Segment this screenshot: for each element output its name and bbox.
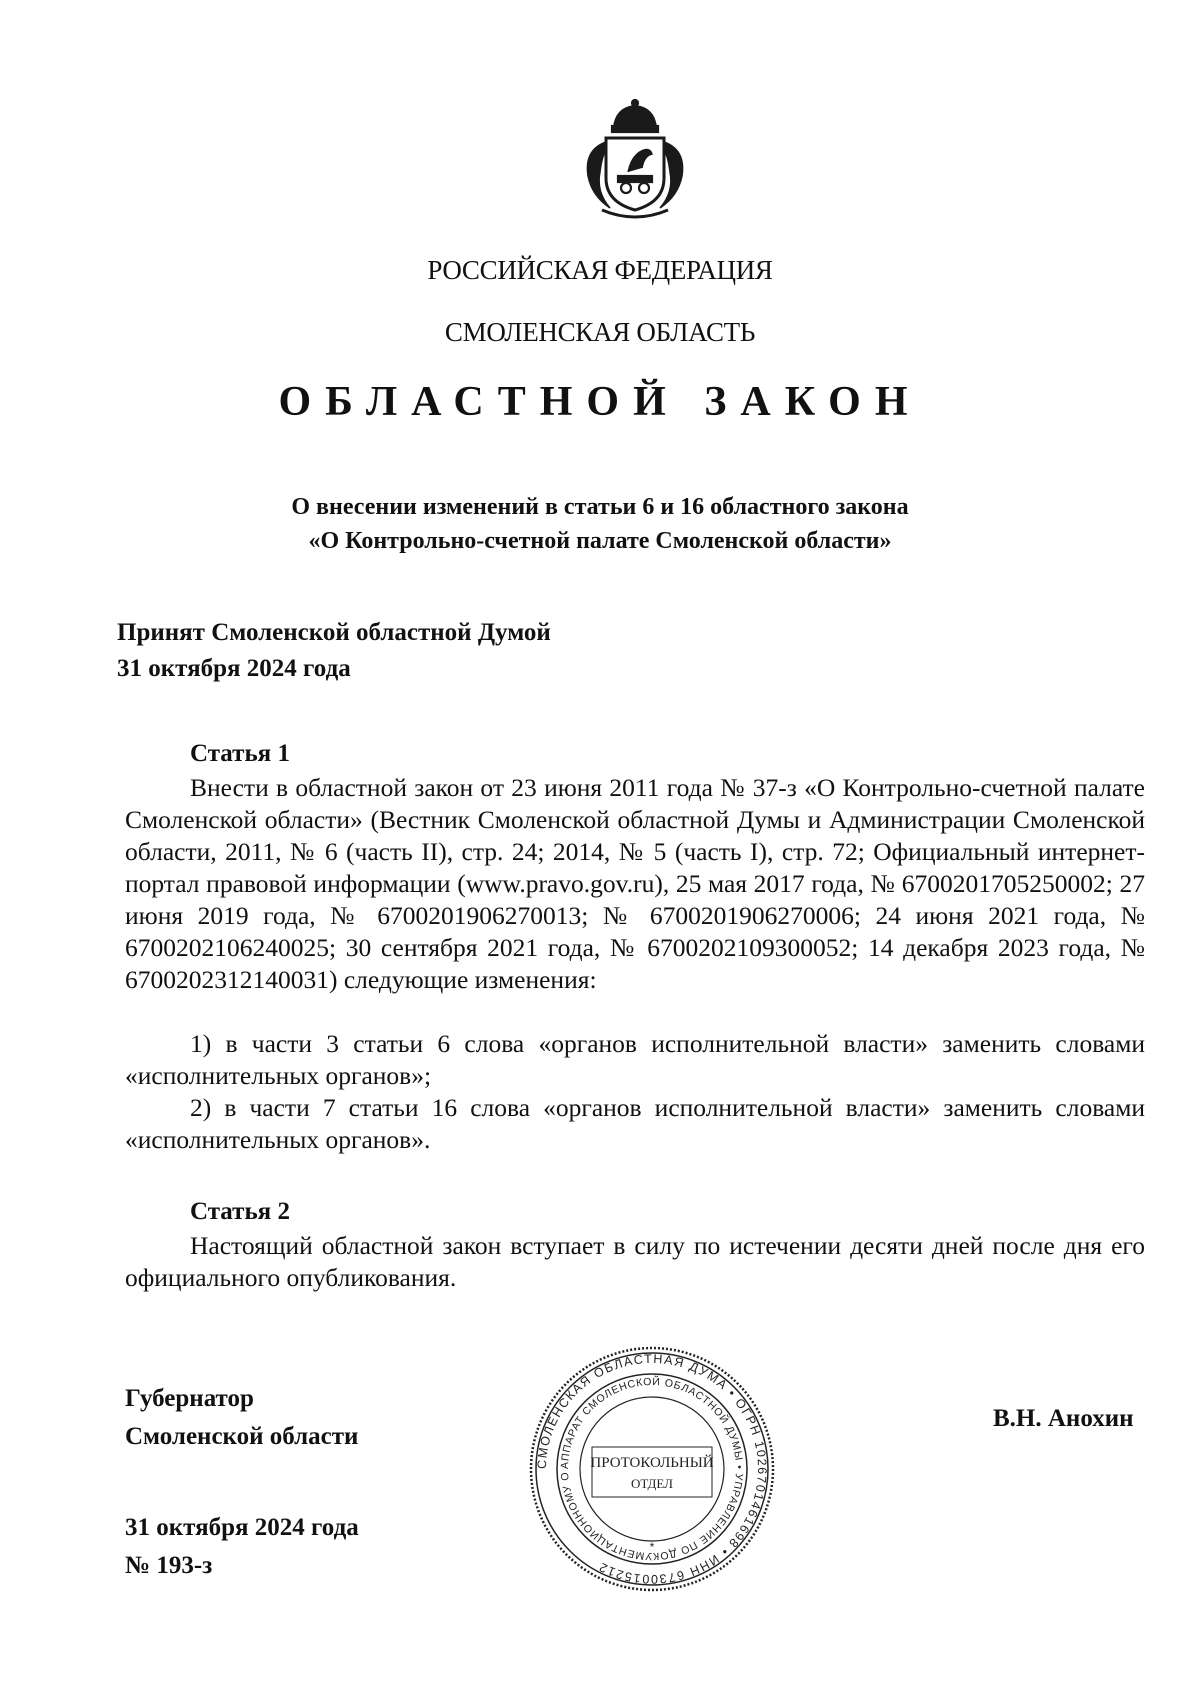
signatory-name: В.Н. Анохин: [993, 1405, 1134, 1432]
law-number: № 193-з: [125, 1552, 213, 1579]
law-subject-line1: О внесении изменений в статьи 6 и 16 областного закона: [291, 494, 909, 520]
signatory-position: [125, 1380, 358, 1456]
article1-item1: 1) в части 3 статьи 6 слова «органов исполнительной власти» заменить словами «исполнительных органов»;: [125, 1029, 1145, 1090]
law-date: 31 октября 2024 года: [125, 1514, 359, 1541]
article2-text: Настоящий областной закон вступает в силу по истечении десяти дней после дня его официального опубликования.: [125, 1231, 1145, 1292]
official-seal-stamp: [528, 1345, 776, 1593]
region-heading: СМОЛЕНСКАЯ ОБЛАСТЬ: [444, 317, 756, 347]
article1-item2: 2) в части 7 статьи 16 слова «органов исполнительной власти» заменить словами «исполнительных органов».: [125, 1093, 1145, 1154]
adoption-block: [117, 615, 551, 687]
signatory-position-line2: Смоленской области: [125, 1423, 359, 1450]
seal-inner-text: АППАРАТ СМОЛЕНСКОЙ ОБЛАСТНОЙ ДУМЫ • УПРАВЛЕНИЕ ПО ДОКУМЕНТАЦИОННОМУ О: [558, 1375, 746, 1563]
seal-star-icon: *: [649, 1540, 655, 1554]
article1-heading: Статья 1: [190, 740, 290, 767]
adoption-date: 31 октября 2024 года: [117, 655, 351, 682]
seal-center-line1: ПРОТОКОЛЬНЫЙ: [590, 1455, 714, 1471]
article2-heading: Статья 2: [190, 1198, 290, 1225]
article1-intro: Внести в областной закон от 23 июня 2011 года № 37-з «О Контрольно-счетной палате Смоленской области» (Вестник Смоленской областной Думы и Администрации Смоленской области, 2011, № 6 (часть II), стр. 24; 2014, № 5 (часть I), стр. 72; Официальный интернет-портал правовой информации (www.pravo.gov.ru), 25 мая 2017 года, № 6700201705250002; 27 июня 2019 года, № 6700201906270013; № 6700201906270006; 24 июня 2021 года, № 6700202106240025; 30 сентября 2021 года, № 6700202109300052; 14 декабря 2023 года, № 6700202312140031) следующие изменения:: [125, 773, 1145, 994]
country-heading: РОССИЙСКАЯ ФЕДЕРАЦИЯ: [427, 255, 773, 285]
seal-icon: [528, 1345, 776, 1593]
law-subject-line2: «О Контрольно-счетной палате Смоленской области»: [308, 528, 892, 554]
adoption-body: Принят Смоленской областной Думой: [117, 619, 551, 646]
coat-of-arms-icon: [566, 98, 704, 224]
law-date-number: [125, 1509, 359, 1585]
law-subject: [0, 490, 1200, 558]
seal-outer-text: СМОЛЕНСКАЯ ОБЛАСТНАЯ ДУМА • ОГРН 1026701461698 • ИНН 6730015212: [534, 1351, 770, 1587]
signatory-position-line1: Губернатор: [125, 1385, 254, 1412]
seal-center-line2: ОТДЕЛ: [631, 1476, 673, 1491]
document-type-title: ОБЛАСТНОЙ ЗАКОН: [278, 379, 922, 425]
coat-of-arms-emblem: [566, 98, 704, 224]
